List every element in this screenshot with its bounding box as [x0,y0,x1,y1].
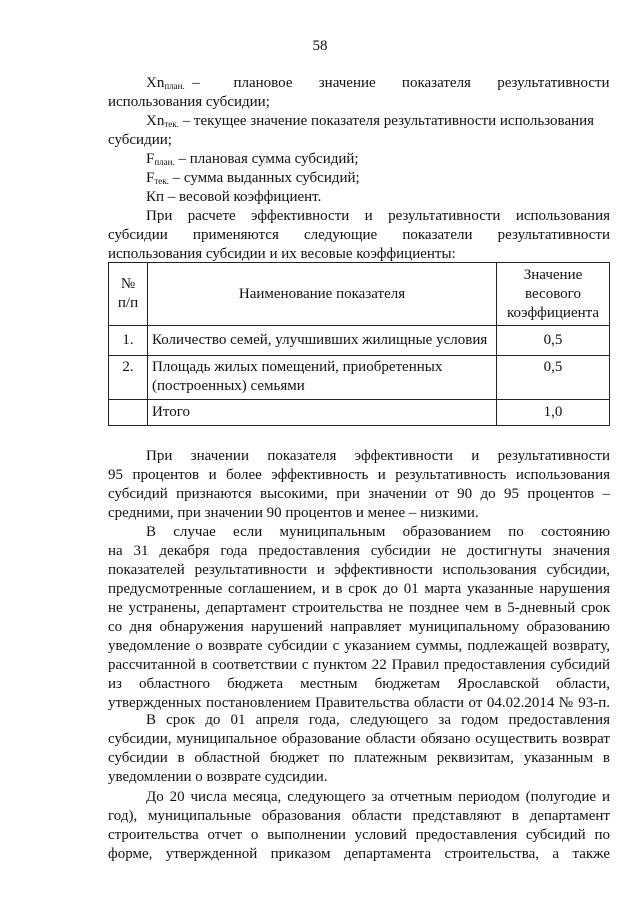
text-line: уведомлении о возврате судсидии. [108,769,328,785]
row-indicator: Количество семей, улучшивших жилищные условия [148,326,497,356]
table-header-row [109,263,610,326]
header-weight: Значение весового коэффициента [497,263,610,326]
row-weight: 0,5 [497,326,610,356]
text-line [146,112,610,131]
table-row-total [109,400,610,426]
definition-text: – плановая сумма субсидий; [174,151,359,167]
text-line [146,150,610,169]
table-row [109,326,610,356]
row-indicator: Площадь жилых помещений, приобретенных (построенных) семьями [148,356,497,400]
coefficients-table [108,262,610,426]
header-indicator-name: Наименование показателя [148,263,497,326]
text-line [146,74,610,93]
header-number: № п/п [109,263,148,326]
text-line: год), муниципальные образования области представляют в департамент [108,808,610,824]
row-number [109,400,148,426]
text-line: на 31 декабря года предоставления субсидии не достигнуты значения [108,543,610,559]
text-line: В срок до 01 апреля года, следующего за годом предоставления [146,712,610,728]
row-number: 2. [109,356,148,400]
text-line: субсидии применяются следующие показатели результативности [108,227,610,243]
text-line: рассчитанной в соответствии с пунктом 22 Правил предоставления субсидий [108,657,610,673]
text-line: строительства отчет о выполнении условий предоставления субсидий по [108,827,610,843]
text-line: средними, при значении 90 процентов и менее – низкими. [108,505,479,521]
text-line: предусмотренные соглашением, и в срок до 01 марта указанные нарушения [108,581,610,597]
text-line: уведомление о возврате субсидии с указанием суммы, подлежащей возврату, [108,638,610,654]
text-line: В случае если муниципальным образованием по состоянию [146,524,610,540]
text-line: использования субсидии; [108,94,270,110]
subscript-plan: план. [154,157,175,167]
text-line: субсидий признаются высокими, при значении от 90 до 95 процентов – [108,486,610,502]
text-line: со дня обнаружения нарушений направляет муниципальному образованию [108,619,610,635]
text-line: До 20 числа месяца, следующего за отчетным периодом (полугодие и [146,789,610,805]
symbol-f: F [146,151,155,167]
text-line [146,169,610,188]
page-number: 58 [312,38,328,54]
definition-text: – текущее значение показателя результативности использования [178,113,595,129]
text-line: использования субсидии и их весовые коэффициенты: [108,246,456,262]
subscript-tek: тек. [164,119,179,129]
text-line: При расчете эффективности и результативности использования [146,208,610,224]
subscript-plan: план. [164,81,185,91]
symbol-xn: Хn [146,75,165,91]
text-line: из областного бюджета местным бюджетам Ярославской области, [108,676,610,692]
row-indicator: Итого [148,400,497,426]
text-line: 95 процентов и более эффективность и результативность использования [108,467,610,483]
definition-text: – плановое значение показателя результативности [184,75,610,91]
text-line: субсидии; [108,132,172,148]
definition-text: – сумма выданных субсидий; [168,170,360,186]
text-line: субсидии в областной бюджет по платежным реквизитам, указанным в [108,750,610,766]
text-line: субсидии, муниципальное образование области обязано осуществить возврат [108,731,610,747]
text-line: показателей результативности и эффективности использования субсидии, [108,562,610,578]
symbol-xn: Хn [146,113,165,129]
text-line: Кп – весовой коэффициент. [146,189,322,205]
text-line: При значении показателя эффективности и результативности [146,448,610,464]
table-row [109,356,610,400]
subscript-tek: тек. [154,176,169,186]
row-weight: 1,0 [497,400,610,426]
symbol-f: F [146,170,155,186]
row-number: 1. [109,326,148,356]
text-line: не устранены, департамент строительства не позднее чем в 5-дневный срок [108,600,610,616]
text-line: утвержденных постановлением Правительства области от 04.02.2014 № 93-п. [108,695,610,711]
text-line: форме, утвержденной приказом департамента строительства, а также [108,846,610,862]
row-weight: 0,5 [497,356,610,400]
